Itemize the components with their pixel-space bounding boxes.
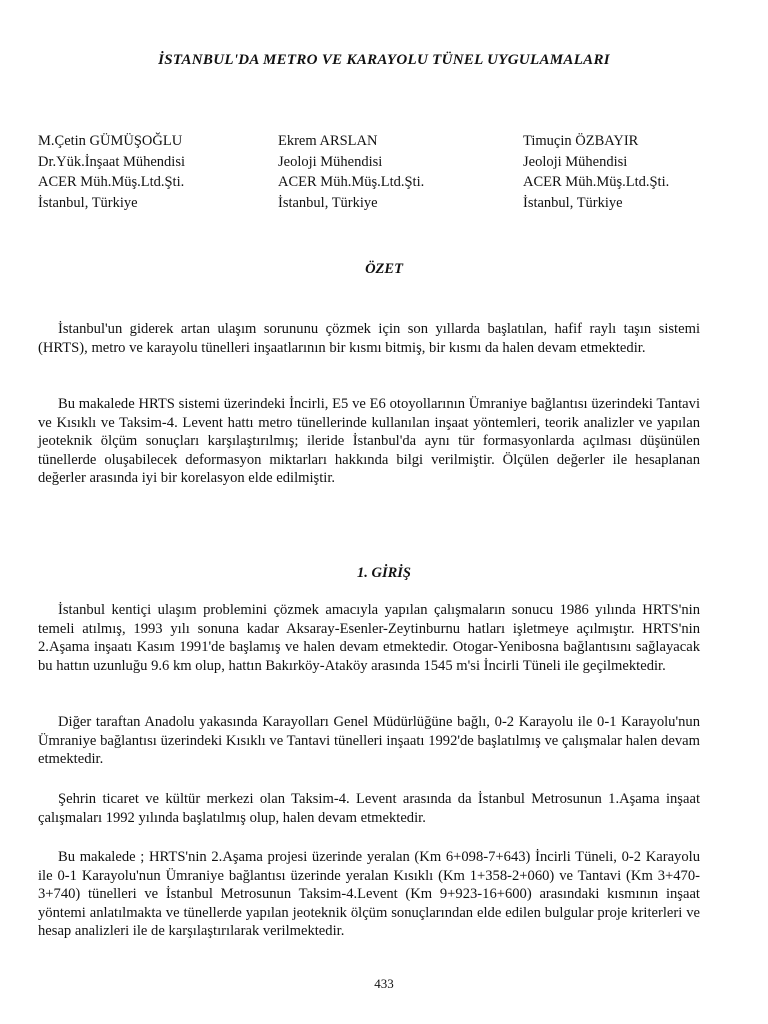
author-company: ACER Müh.Müş.Ltd.Şti. [38, 174, 185, 190]
author-company: ACER Müh.Müş.Ltd.Şti. [278, 174, 425, 190]
abstract-paragraph-1: İstanbul'un giderek artan ulaşım sorununu çözmek için son yıllarda başlatılan, hafif raylı taşın sistemi (HRTS), metro ve karayolu tünelleri inşaatlarının bir kısmı bitmiş, bir kısmı da halen devam etmektedir. [38, 321, 700, 356]
author-2 [278, 131, 424, 213]
author-name: Ekrem ARSLAN [278, 133, 378, 149]
intro-paragraph-1: İstanbul kentiçi ulaşım problemini çözmek amacıyla yapılan çalışmaların sonucu 1986 yılında HRTS'nin temeli atılmış, 1993 yılı sonuna kadar Aksaray-Esenler-Zeytinburnu hatları işletmeye açılmıştır. HRTS'nin 2.Aşama inşaatı Kasım 1991'de başlamış ve halen devam etmektedir. Otogar-Yenibosna bağlantısını sağlayacak bu hattın uzunluğu 9.6 km olup, hattın Bakırköy-Ataköy arasında 1545 m'si İncirli Tüneli ile geçilmektedir. [38, 602, 700, 674]
page-number: 433 [374, 976, 394, 991]
abstract-paragraph-2: Bu makalede HRTS sistemi üzerindeki İncirli, E5 ve E6 otoyollarının Ümraniye bağlantısı üzerindeki Tantavi ve Kısıklı ve Taksim-4. Levent hattı metro tünellerinde kullanılan inşaat yöntemleri, teorik analizler ve yapılan jeoteknik ölçüm sonuçları karşılaştırılmış; ileride İstanbul'da aynı tür formasyonlarda açılması düşünülen tünellerde oluşabilecek deformasyon miktarları hakkında bilgi verilmiştir. Ölçülen değerler ile hesaplanan değerler arasında iyi bir korelasyon elde edilmiştir. [38, 396, 700, 487]
author-title: Dr.Yük.İnşaat Mühendisi [38, 153, 185, 170]
author-title: Jeoloji Mühendisi [523, 153, 628, 170]
author-company: ACER Müh.Müş.Ltd.Şti. [523, 174, 670, 190]
author-1 [38, 131, 185, 213]
section-heading-introduction: 1. GİRİŞ [357, 565, 411, 581]
intro-paragraph-3: Şehrin ticaret ve kültür merkezi olan Taksim-4. Levent arasında da İstanbul Metrosunun 1.Aşama inşaat çalışmaları 1992 yılında başlatılmış olup, halen devam etmektedir. [38, 791, 700, 826]
author-location: İstanbul, Türkiye [278, 194, 378, 211]
author-location: İstanbul, Türkiye [523, 194, 623, 211]
author-3 [523, 131, 669, 213]
paper-title: İSTANBUL'DA METRO VE KARAYOLU TÜNEL UYGULAMALARI [158, 52, 610, 68]
author-name: M.Çetin GÜMÜŞOĞLU [38, 133, 183, 149]
intro-paragraph-4: Bu makalede ; HRTS'nin 2.Aşama projesi üzerinde yeralan (Km 6+098-7+643) İncirli Tüneli, 0-2 Karayolu ile 0-1 Karayolu'nun Ümraniye bağlantısı üzerinde yeralan Kısıklı (Km 1+358-2+060) ve Tantavi (Km 3+470-3+740) tünelleri ve İstanbul Metrosunun Taksim-4.Levent (Km 9+923-16+600) arasındaki kısmının inşaat yöntemi anlatılmakta ve tünellerde yapılan jeoteknik ölçüm sonuçlarından elde edilen bulgular proje kriterleri ve hesap analizleri ile de karşılaştırılarak verilmektedir. [38, 849, 700, 940]
author-name: Timuçin ÖZBAYIR [523, 133, 639, 149]
author-location: İstanbul, Türkiye [38, 194, 138, 211]
abstract-heading: ÖZET [365, 261, 403, 277]
author-title: Jeoloji Mühendisi [278, 153, 383, 170]
intro-paragraph-2: Diğer taraftan Anadolu yakasında Karayolları Genel Müdürlüğüne bağlı, 0-2 Karayolu ile 0-1 Karayolu'nun Ümraniye bağlantısı üzerindeki Kısıklı ve Tantavi tünelleri inşaatı 1992'de başlatılmış ve çalışmalar halen devam etmektedir. [38, 714, 700, 768]
